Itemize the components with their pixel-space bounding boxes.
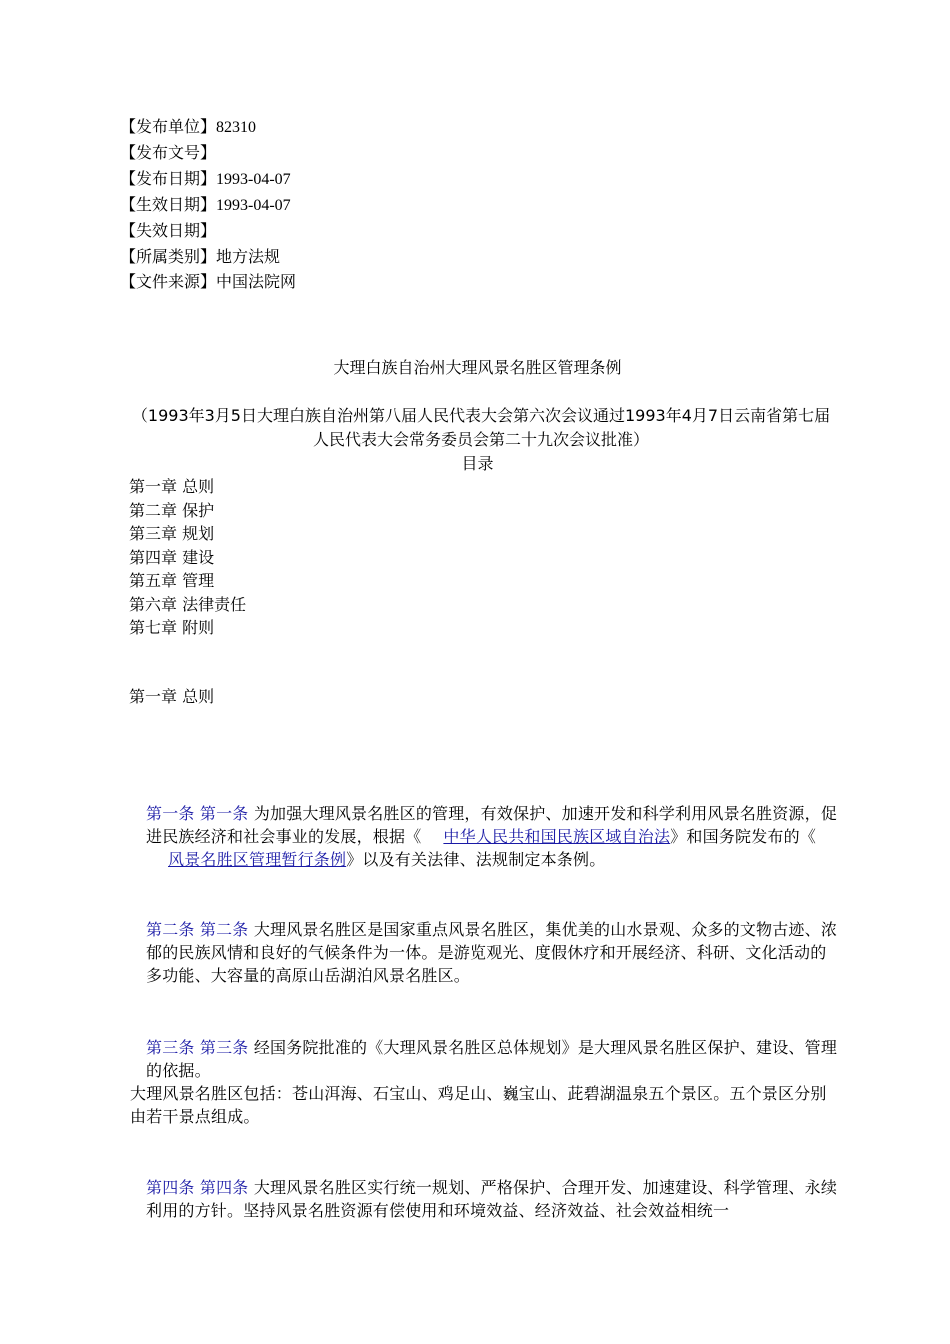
toc-item: 第三章 规划 (129, 524, 215, 543)
article-label-anchor[interactable]: 第一条 (199, 804, 249, 823)
meta-value: 1993-04-07 (216, 171, 291, 188)
metadata-block (120, 114, 296, 294)
meta-value: 中国法院网 (216, 272, 297, 291)
article-label-anchor[interactable]: 第二条 (199, 920, 249, 939)
toc-item: 第二章 保护 (129, 500, 215, 520)
article-label-anchor[interactable]: 第四条 (199, 1178, 249, 1197)
article-1 (125, 802, 837, 871)
meta-label: 【发布文号】 (120, 143, 217, 162)
document-title: 大理白族自治州大理风景名胜区管理条例 (333, 358, 622, 377)
meta-row-source (120, 269, 296, 294)
toc-item: 第七章 附则 (129, 618, 215, 637)
article-label: 第四条 (146, 1178, 195, 1197)
article-label: 第一条 (146, 804, 195, 823)
meta-label: 【发布日期】 (120, 169, 217, 188)
article-label: 第三条 (146, 1038, 195, 1057)
meta-label: 【失效日期】 (120, 221, 217, 240)
meta-row-issuer (120, 114, 296, 140)
meta-row-expiry-date (120, 218, 296, 244)
meta-value: 1993-04-07 (216, 197, 291, 214)
chapter-heading: 第一章 总则 (129, 687, 215, 706)
toc-item: 第六章 法律责任 (129, 594, 247, 614)
toc-title: 目录 (461, 454, 494, 473)
article-text: 》以及有关法律、法规制定本条例。 (346, 850, 606, 869)
article-text: 为加强大理风景名胜区的管理，有效保护、加速开发和科学利用风景名胜资源，促进民族经济和社会事业的发展，根据《 (146, 804, 838, 846)
article-text: 大理风景名胜区是国家重点风景名胜区，集优美的山水景观、众多的文物古迹、浓郁的民族风情和良好的气候条件为一体。是游览观光、度假休疗和开展经济、科研、文化活动的多功能、大容量的高原山岳湖泊风景名胜区。 (146, 920, 838, 985)
article-paragraph: 大理风景名胜区包括：苍山洱海、石宝山、鸡足山、巍宝山、茈碧湖温泉五个景区。五个景区分别由若干景点组成。 (130, 1084, 827, 1126)
article-label: 第二条 (146, 920, 195, 939)
article-text: 大理风景名胜区实行统一规划、严格保护、合理开发、加速建设、科学管理、永续利用的方针。坚持风景名胜资源有偿使用和环境效益、经济效益、社会效益相统一 (146, 1178, 838, 1220)
law-link-autonomy[interactable]: 中华人民共和国民族区域自治法 (443, 827, 671, 846)
meta-value: 地方法规 (216, 247, 281, 266)
meta-label: 【发布单位】 (120, 117, 217, 136)
meta-label: 【所属类别】 (120, 247, 217, 266)
toc-item: 第五章 管理 (129, 571, 215, 590)
meta-row-category (120, 244, 296, 269)
meta-row-effective-date (120, 192, 296, 218)
meta-label: 【生效日期】 (120, 195, 217, 214)
meta-label: 【文件来源】 (120, 272, 217, 291)
toc-item: 第一章 总则 (129, 477, 215, 496)
meta-row-issue-date (120, 166, 296, 192)
law-link-scenic-regulation[interactable]: 风景名胜区管理暂行条例 (168, 850, 347, 869)
meta-row-doc-number (120, 140, 296, 166)
article-3 (125, 1036, 837, 1128)
table-of-contents (129, 475, 246, 640)
article-text: 经国务院批准的《大理风景名胜区总体规划》是大理风景名胜区保护、建设、管理的依据。 (146, 1038, 838, 1080)
article-4 (125, 1176, 837, 1222)
document-subtitle: （1993年3月5日大理白族自治州第八届人民代表大会第六次会议通过1993年4月7日云南省第七届人民代表大会常务委员会第二十九次会议批准） (131, 406, 831, 449)
toc-item: 第四章 建设 (129, 547, 215, 567)
article-2 (125, 918, 837, 987)
meta-value: 82310 (216, 119, 257, 136)
article-text: 》和国务院发布的《 (670, 827, 817, 846)
article-label-anchor[interactable]: 第三条 (199, 1038, 249, 1057)
